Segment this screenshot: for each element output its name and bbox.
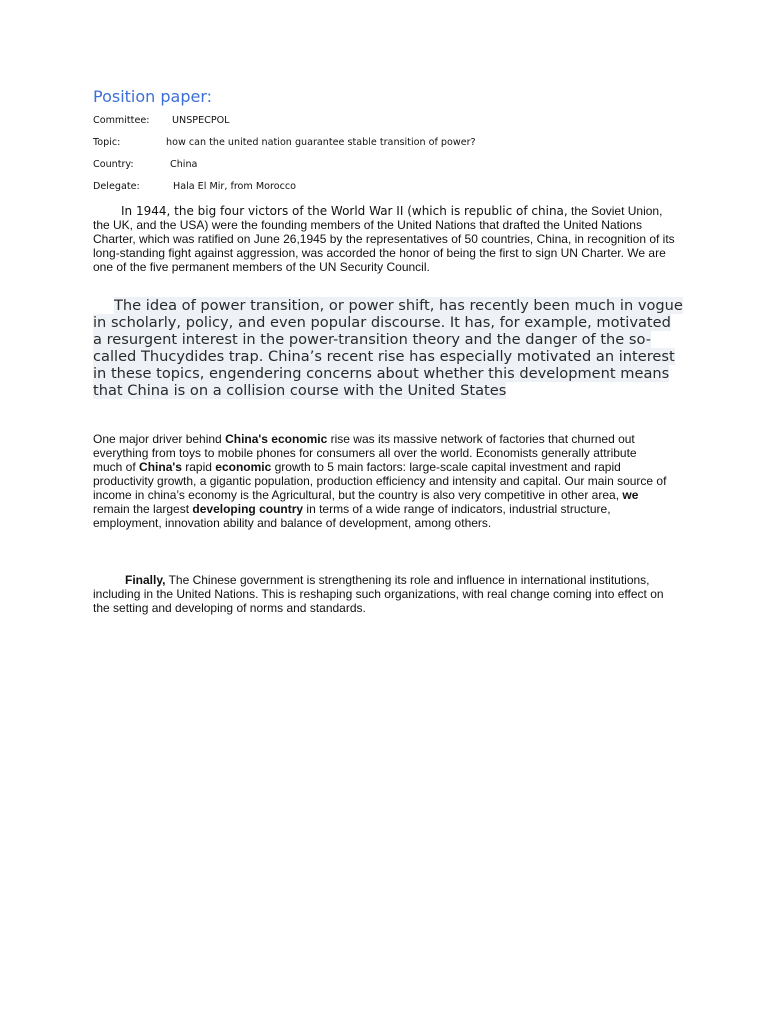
text-run: growth to 5 main factors: large-scale capital investment and rapid productivity growth, a gigantic population, production efficiency and intensity and capital. Our main source of income in china’s economy is the Agricultural, but the country is also very competitive in other area, xyxy=(93,460,667,502)
topic-label: Topic: xyxy=(93,137,121,148)
paragraph-power-transition-text: The idea of power transition, or power shift, has recently been much in vogue in scholarly, policy, and even popular discourse. It has, for example, motivated a resurgent interest in the power-transition theory and the danger of the so-called Thucydides trap. China’s recent rise has especially motivated an interest in these topics, engendering concerns about whether this development means that China is on a collision course with the United States xyxy=(93,297,683,399)
delegate-row xyxy=(93,181,296,192)
topic-row xyxy=(93,137,476,148)
bold-run: China's xyxy=(139,460,182,474)
page-title: Position paper: xyxy=(93,87,213,106)
committee-value: UNSPECPOL xyxy=(172,115,230,126)
committee-label: Committee: xyxy=(93,115,150,126)
text-run: The Chinese government is strengthening its role and influence in international institutions, including in the United Nations. This is reshaping such organizations, with real change coming into effect on the setting and developing of norms and standards. xyxy=(93,573,664,615)
text-run: rapid xyxy=(181,460,216,474)
bold-run: China's economic xyxy=(225,432,328,446)
bold-run: Finally, xyxy=(125,573,166,587)
committee-row xyxy=(93,115,230,126)
paragraph-history-lead: In 1944, the big four victors of the World War II (which is republic of china, xyxy=(121,204,568,218)
bold-run: developing country xyxy=(192,502,304,516)
bold-run: we xyxy=(622,488,639,502)
text-run: in terms of a wide range of indicators, industrial structure, employment, innovation ability and balance of development, among others. xyxy=(93,502,611,530)
country-value: China xyxy=(170,159,198,170)
text-run: One major driver behind xyxy=(93,432,226,446)
paragraph-history xyxy=(93,204,678,274)
bold-run: economic xyxy=(215,460,272,474)
delegate-value: Hala El Mir, from Morocco xyxy=(173,181,296,192)
paragraph-conclusion xyxy=(93,573,668,615)
paragraph-economy xyxy=(93,432,668,530)
text-run: remain the largest xyxy=(93,502,193,516)
delegate-label: Delegate: xyxy=(93,181,140,192)
topic-value: how can the united nation guarantee stable transition of power? xyxy=(166,137,476,148)
paragraph-power-transition xyxy=(93,297,683,399)
country-label: Country: xyxy=(93,159,134,170)
country-row xyxy=(93,159,198,170)
paragraph-history-rest: the Soviet Union, the UK, and the USA) were the founding members of the United Nations that drafted the United Nations Charter, which was ratified on June 26,1945 by the representatives of 50 countries, China, in recognition of its long-standing fight against aggression, was accorded the honor of being the first to sign UN Charter. We are one of the five permanent members of the UN Security Council. xyxy=(93,204,675,274)
text-run: rise was its massive network of factories that churned out everything from toys to mobile phones for consumers all over the world. Economists generally attribute much of xyxy=(93,432,637,474)
